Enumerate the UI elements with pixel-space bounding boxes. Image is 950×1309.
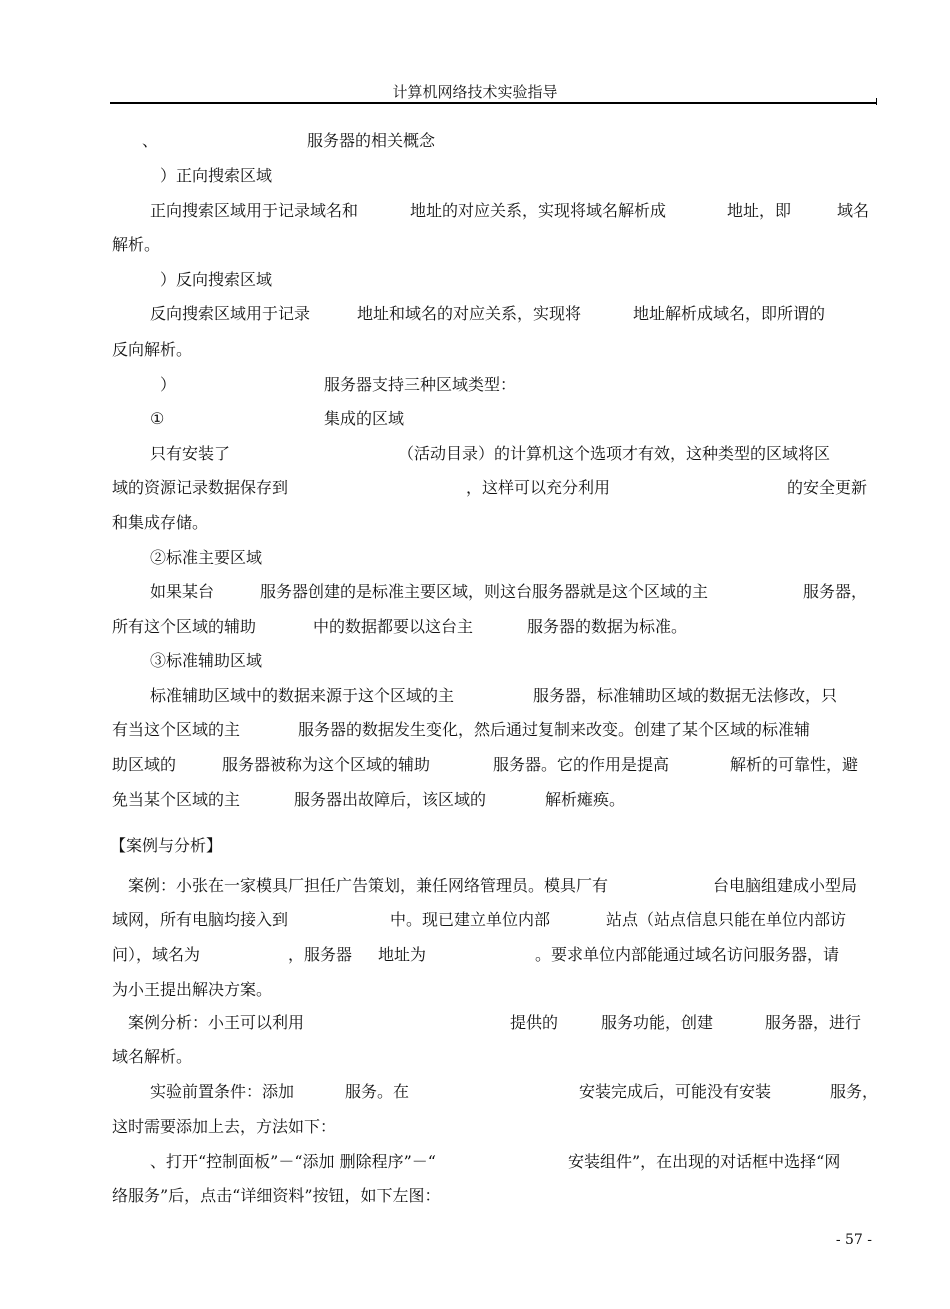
text-line-segment: 集成的区域	[324, 409, 405, 428]
text-line-segment: 域的资源记录数据保存到	[112, 478, 289, 497]
text-line-segment: 提供的	[510, 1013, 559, 1032]
text-line-segment: 服务器，进行	[765, 1013, 862, 1032]
text-line-segment: 问），域名为	[112, 945, 201, 964]
text-line-segment: 服务功能，创建	[601, 1013, 714, 1032]
text-line-segment: 解析。	[112, 235, 161, 254]
text-line-segment: 台电脑组建成小型局	[713, 876, 858, 895]
text-line-segment: ②标准主要区域	[150, 548, 263, 567]
text-line-segment: 服务器。它的作用是提高	[493, 755, 670, 774]
text-line-segment: 服务器支持三种区域类型：	[324, 375, 517, 394]
text-line-segment: 。要求单位内部能通过域名访问服务器，请	[535, 945, 840, 964]
text-line-segment: 这时需要添加上去，方法如下：	[112, 1117, 337, 1136]
text-line-segment: ）正向搜索区域	[160, 166, 273, 185]
text-line-segment: 为小王提出解决方案。	[112, 980, 273, 999]
text-line-segment: 反向搜索区域用于记录	[150, 304, 311, 323]
text-line-segment: 域名	[837, 201, 870, 220]
text-line-segment: 服务器的数据为标准。	[527, 617, 688, 636]
running-header: 计算机网络技术实验指导	[392, 83, 558, 101]
text-line-segment: 的安全更新	[787, 478, 868, 497]
text-line-segment: 、打开“控制面板”－“添加 删除程序”－“	[150, 1152, 436, 1171]
text-line-segment: 地址解析成域名，即所谓的	[633, 304, 826, 323]
text-line-segment: 服务器被称为这个区域的辅助	[222, 755, 431, 774]
text-line-segment: 案例分析：小王可以利用	[128, 1013, 305, 1032]
text-line-segment: ③标准辅助区域	[150, 651, 263, 670]
text-line-segment: 服务器的数据发生变化，然后通过复制来改变。创建了某个区域的标准辅	[298, 720, 811, 739]
text-line-segment: 、	[142, 131, 159, 150]
text-line-segment: 标准辅助区域中的数据来源于这个区域的主	[150, 686, 455, 705]
text-line-segment: 站点（站点信息只能在单位内部访	[606, 910, 847, 929]
text-line-segment: 服务器，标准辅助区域的数据无法修改，只	[533, 686, 838, 705]
text-line-segment: 只有安装了	[150, 444, 231, 463]
text-line-segment: 服务器出故障后，该区域的	[294, 790, 487, 809]
text-line-segment: 域网，所有电脑均接入到	[112, 910, 289, 929]
text-line-segment: 地址的对应关系，实现将域名解析成	[410, 201, 667, 220]
text-line-segment: 地址，即	[727, 201, 792, 220]
text-line-segment: 服务器创建的是标准主要区域，则这台服务器就是这个区域的主	[260, 582, 709, 601]
text-line-segment: 络服务”后，点击“详细资料”按钮，如下左图：	[112, 1186, 441, 1205]
page-number: - 57 -	[835, 1232, 872, 1248]
text-line-segment: 免当某个区域的主	[112, 790, 241, 809]
text-line-segment: 和集成存储。	[112, 513, 209, 532]
text-line-segment: 助区域的	[112, 755, 177, 774]
text-line-segment: 服务器的相关概念	[307, 131, 436, 150]
text-line-segment: 实验前置条件：添加	[150, 1082, 295, 1101]
text-line-segment: 服务。在	[345, 1082, 410, 1101]
text-line-segment: 解析瘫痪。	[545, 790, 626, 809]
text-line-segment: 中的数据都要以这台主	[313, 617, 474, 636]
text-line-segment: ，服务器	[288, 945, 353, 964]
text-line-segment: 反向解析。	[112, 340, 193, 359]
text-line-segment: 中。现已建立单位内部	[390, 910, 551, 929]
text-line-segment: ①	[150, 409, 165, 428]
text-line-segment: 地址为	[378, 945, 427, 964]
text-line-segment: 域名解析。	[112, 1047, 193, 1066]
text-line-segment: 案例：小张在一家模具厂担任广告策划，兼任网络管理员。模具厂有	[128, 876, 609, 895]
text-line-segment: 如果某台	[150, 582, 215, 601]
text-line-segment: 所有这个区域的辅助	[112, 617, 257, 636]
text-line-segment: 正向搜索区域用于记录域名和	[150, 201, 359, 220]
text-line-segment: 有当这个区域的主	[112, 720, 241, 739]
text-line-segment: 服务器，	[803, 582, 868, 601]
header-rule	[110, 102, 876, 104]
text-line-segment: 安装完成后，可能没有安装	[579, 1082, 772, 1101]
text-line-segment: 地址和域名的对应关系，实现将	[357, 304, 582, 323]
text-line-segment: （活动目录）的计算机这个选项才有效，这种类型的区域将区	[398, 444, 831, 463]
header-rule-tick	[876, 98, 877, 105]
text-line-segment: 安装组件”，在出现的对话框中选择“网	[568, 1152, 841, 1171]
text-line-segment: 【案例与分析】	[110, 836, 223, 855]
text-line-segment: 解析的可靠性，避	[730, 755, 859, 774]
text-line-segment: 服务，	[830, 1082, 879, 1101]
text-line-segment: ）	[160, 375, 177, 394]
text-line-segment: ，这样可以充分利用	[466, 478, 611, 497]
text-line-segment: ）反向搜索区域	[160, 270, 273, 289]
